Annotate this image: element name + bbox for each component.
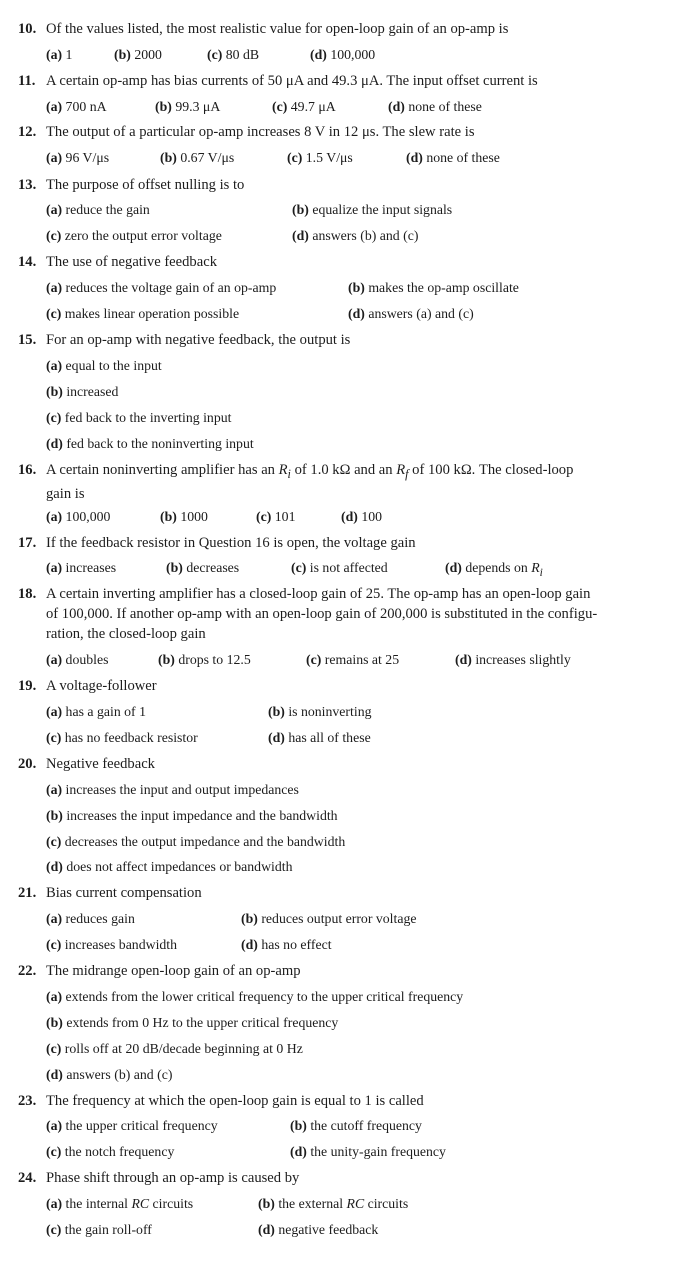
- option-22c: (c) rolls off at 20 dB/decade beginning at 0 Hz: [46, 1041, 303, 1056]
- option-18d: (d) increases slightly: [455, 652, 571, 667]
- option-15c: (c) fed back to the inverting input: [46, 410, 232, 425]
- option-22d: (d) answers (b) and (c): [46, 1067, 173, 1082]
- option-19b: (b) is noninverting: [268, 704, 372, 719]
- option-14d: (d) answers (a) and (c): [348, 306, 474, 321]
- option-24c: (c) the gain roll-off: [46, 1222, 152, 1237]
- question-22: 22. The midrange open-loop gain of an op-amp: [18, 963, 301, 979]
- option-21b: (b) reduces output error voltage: [241, 911, 417, 926]
- option-12d: (d) none of these: [406, 150, 500, 165]
- question-text: Of the values listed, the most realistic value for open-loop gain of an op-amp is: [46, 21, 509, 37]
- option-10d: (d) 100,000: [310, 47, 376, 62]
- option-17d: (d) depends on $R_i$: [445, 560, 543, 579]
- option-17c: (c) is not affected: [291, 560, 388, 575]
- option-13a: (a) reduce the gain: [46, 202, 150, 217]
- option-11d: (d) none of these: [388, 99, 482, 114]
- question-11: 11. A certain op-amp has bias currents of 50 μA and 49.3 μA. The input offset current is: [18, 73, 538, 89]
- option-10a: (a) 1: [46, 47, 73, 62]
- option-14a: (a) reduces the voltage gain of an op-amp: [46, 280, 277, 295]
- option-16d: (d) 100: [341, 509, 383, 524]
- option-19d: (d) has all of these: [268, 730, 371, 745]
- option-14b: (b) makes the op-amp oscillate: [348, 280, 519, 295]
- option-20d: (d) does not affect impedances or bandwidth: [46, 859, 293, 874]
- option-17a: (a) increases: [46, 560, 117, 575]
- option-10c: (c) 80 dB: [207, 47, 260, 62]
- option-18b: (b) drops to 12.5: [158, 652, 251, 667]
- option-23a: (a) the upper critical frequency: [46, 1118, 218, 1133]
- question-10: [18, 19, 673, 39]
- question-19: 19. A voltage-follower: [18, 678, 157, 694]
- question-15: 15. For an op-amp with negative feedback, the output is: [18, 332, 351, 348]
- option-22a: (a) extends from the lower critical frequency to the upper critical frequency: [46, 989, 464, 1004]
- option-10b: (b) 2000: [114, 47, 162, 62]
- option-12b: (b) 0.67 V/μs: [160, 150, 235, 165]
- option-21d: (d) has no effect: [241, 937, 332, 952]
- option-20c: (c) decreases the output impedance and the bandwidth: [46, 834, 346, 849]
- option-20b: (b) increases the input impedance and the bandwidth: [46, 808, 338, 823]
- question-number: 10.: [18, 21, 37, 37]
- option-21a: (a) reduces gain: [46, 911, 135, 926]
- question-24: 24. Phase shift through an op-amp is caused by: [18, 1170, 300, 1186]
- option-18c: (c) remains at 25: [306, 652, 400, 667]
- option-15b: (b) increased: [46, 384, 119, 399]
- option-15a: (a) equal to the input: [46, 358, 162, 373]
- option-19c: (c) has no feedback resistor: [46, 730, 198, 745]
- option-21c: (c) increases bandwidth: [46, 937, 178, 952]
- option-11b: (b) 99.3 μA: [155, 99, 221, 114]
- option-19a: (a) has a gain of 1: [46, 704, 147, 719]
- option-13d: (d) answers (b) and (c): [292, 228, 419, 243]
- option-24a: (a) the internal RC circuits: [46, 1196, 194, 1211]
- option-24b: (b) the external RC circuits: [258, 1196, 409, 1211]
- question-14: 14. The use of negative feedback: [18, 254, 217, 270]
- option-17b: (b) decreases: [166, 560, 240, 575]
- option-18a: (a) doubles: [46, 652, 109, 667]
- option-16c: (c) 101: [256, 509, 296, 524]
- option-12c: (c) 1.5 V/μs: [287, 150, 353, 165]
- option-23d: (d) the unity-gain frequency: [290, 1144, 446, 1159]
- question-18: 18. A certain inverting amplifier has a closed-loop gain of 25. The op-amp has an open-loop gain of 100,000. If another op-amp with an open-loop gain of 200,000 is substituted in the configu- ration, the closed-loop gain: [18, 586, 598, 642]
- question-21: 21. Bias current compensation: [18, 885, 202, 901]
- option-13b: (b) equalize the input signals: [292, 202, 453, 217]
- option-13c: (c) zero the output error voltage: [46, 228, 222, 243]
- option-16a: (a) 100,000: [46, 509, 111, 524]
- question-13: 13. The purpose of offset nulling is to: [18, 177, 245, 193]
- option-14c: (c) makes linear operation possible: [46, 306, 240, 321]
- question-16: 16. A certain noninverting amplifier has an $R_i$ of 1.0 kΩ and an $R_f$ of 100 kΩ. The closed-loop gain is: [18, 462, 574, 502]
- option-23c: (c) the notch frequency: [46, 1144, 175, 1159]
- option-24d: (d) negative feedback: [258, 1222, 379, 1237]
- option-11c: (c) 49.7 μA: [272, 99, 336, 114]
- option-12a: (a) 96 V/μs: [46, 150, 110, 165]
- option-23b: (b) the cutoff frequency: [290, 1118, 422, 1133]
- option-11a: (a) 700 nA: [46, 99, 107, 114]
- option-22b: (b) extends from 0 Hz to the upper critical frequency: [46, 1015, 339, 1030]
- question-23: 23. The frequency at which the open-loop gain is equal to 1 is called: [18, 1093, 424, 1109]
- option-16b: (b) 1000: [160, 509, 208, 524]
- question-20: 20. Negative feedback: [18, 756, 155, 772]
- option-20a: (a) increases the input and output impedances: [46, 782, 299, 797]
- option-15d: (d) fed back to the noninverting input: [46, 436, 254, 451]
- question-17: 17. If the feedback resistor in Question 16 is open, the voltage gain: [18, 535, 416, 551]
- question-12: 12. The output of a particular op-amp increases 8 V in 12 μs. The slew rate is: [18, 124, 475, 140]
